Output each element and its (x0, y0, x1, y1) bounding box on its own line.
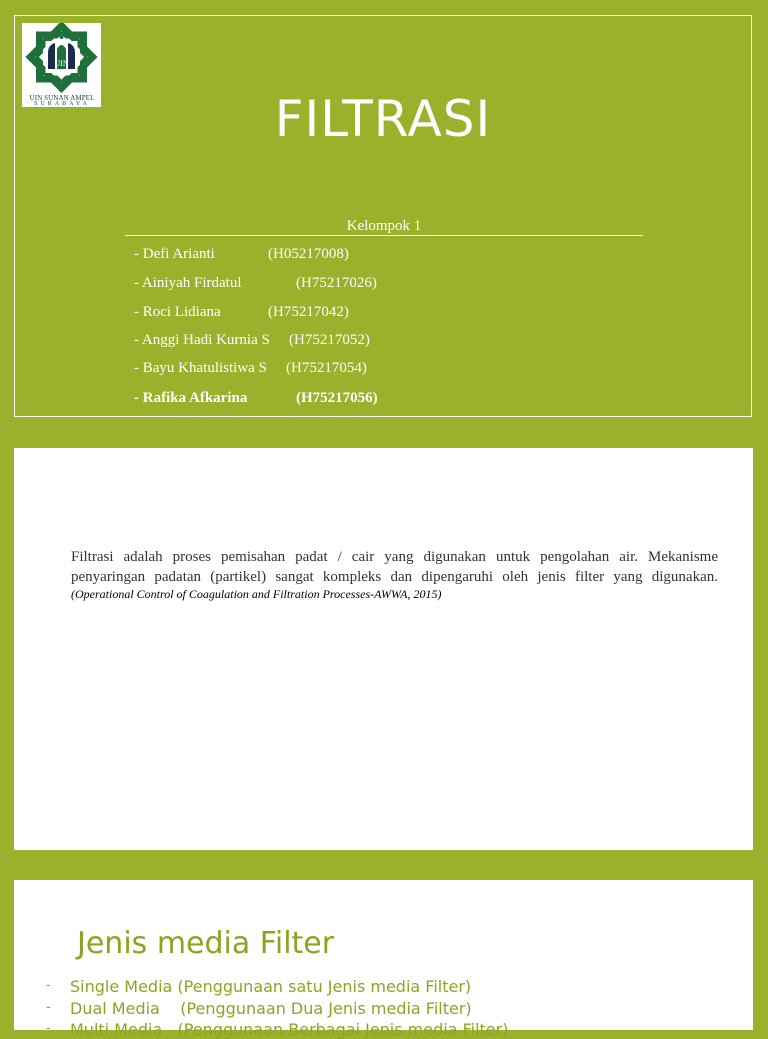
logo-emblem-text: UIN (54, 59, 69, 68)
member-nim: (H75217026) (296, 275, 377, 291)
member-name: - Bayu Khatulistiwa S (134, 360, 267, 376)
member-row (134, 390, 378, 407)
bullet-marker: - (46, 978, 51, 993)
logo-city: SURABAYA (34, 101, 90, 107)
definition-slide (14, 448, 753, 850)
list-item: Dual Media (Penggunaan Dua Jenis media Filter) (70, 999, 472, 1018)
group-divider (125, 235, 643, 236)
list-item: Multi Media (Penggunaan Berbagai Jenis media Filter) (70, 1020, 509, 1039)
logo-university-name: UIN SUNAN AMPEL (29, 94, 95, 102)
member-nim: (H75217054) (286, 360, 367, 376)
member-row (134, 275, 377, 292)
filter-media-slide (14, 880, 753, 1039)
member-name: - Rafika Afkarina (134, 390, 248, 406)
member-nim: (H75217042) (268, 304, 349, 320)
member-name: - Anggi Hadi Kurnia S (134, 332, 270, 348)
slide-title: FILTRASI (274, 90, 492, 148)
member-name: - Ainiyah Firdatul (134, 275, 242, 291)
definition-paragraph (71, 547, 718, 587)
uin-sunan-ampel-emblem-icon (22, 23, 101, 93)
member-row (134, 246, 349, 263)
member-row (134, 360, 367, 377)
member-nim: (H75217056) (296, 390, 378, 406)
member-nim: (H05217008) (268, 246, 349, 262)
reference-citation: (Operational Control of Coagulation and Filtration Processes-AWWA, 2015) (71, 587, 442, 601)
bullet-marker: - (46, 1000, 51, 1015)
member-row (134, 332, 370, 349)
bullet-marker: - (46, 1021, 51, 1036)
definition-line: Filtrasi adalah proses pemisahan padat / cair yang digunakan untuk pengolahan air. Mekanisme (71, 549, 718, 565)
member-row (134, 304, 349, 321)
section-heading: Jenis media Filter (77, 926, 335, 961)
member-name: - Defi Arianti (134, 246, 215, 262)
member-name: - Roci Lidiana (134, 304, 221, 320)
member-nim: (H75217052) (289, 332, 370, 348)
title-slide (14, 15, 752, 417)
group-label: Kelompok 1 (346, 218, 422, 234)
list-item: Single Media (Penggunaan satu Jenis media Filter) (70, 977, 472, 996)
definition-line: penyaringan padatan (partikel) sangat kompleks dan dipengaruhi oleh jenis filter yang digunakan. (71, 569, 718, 585)
